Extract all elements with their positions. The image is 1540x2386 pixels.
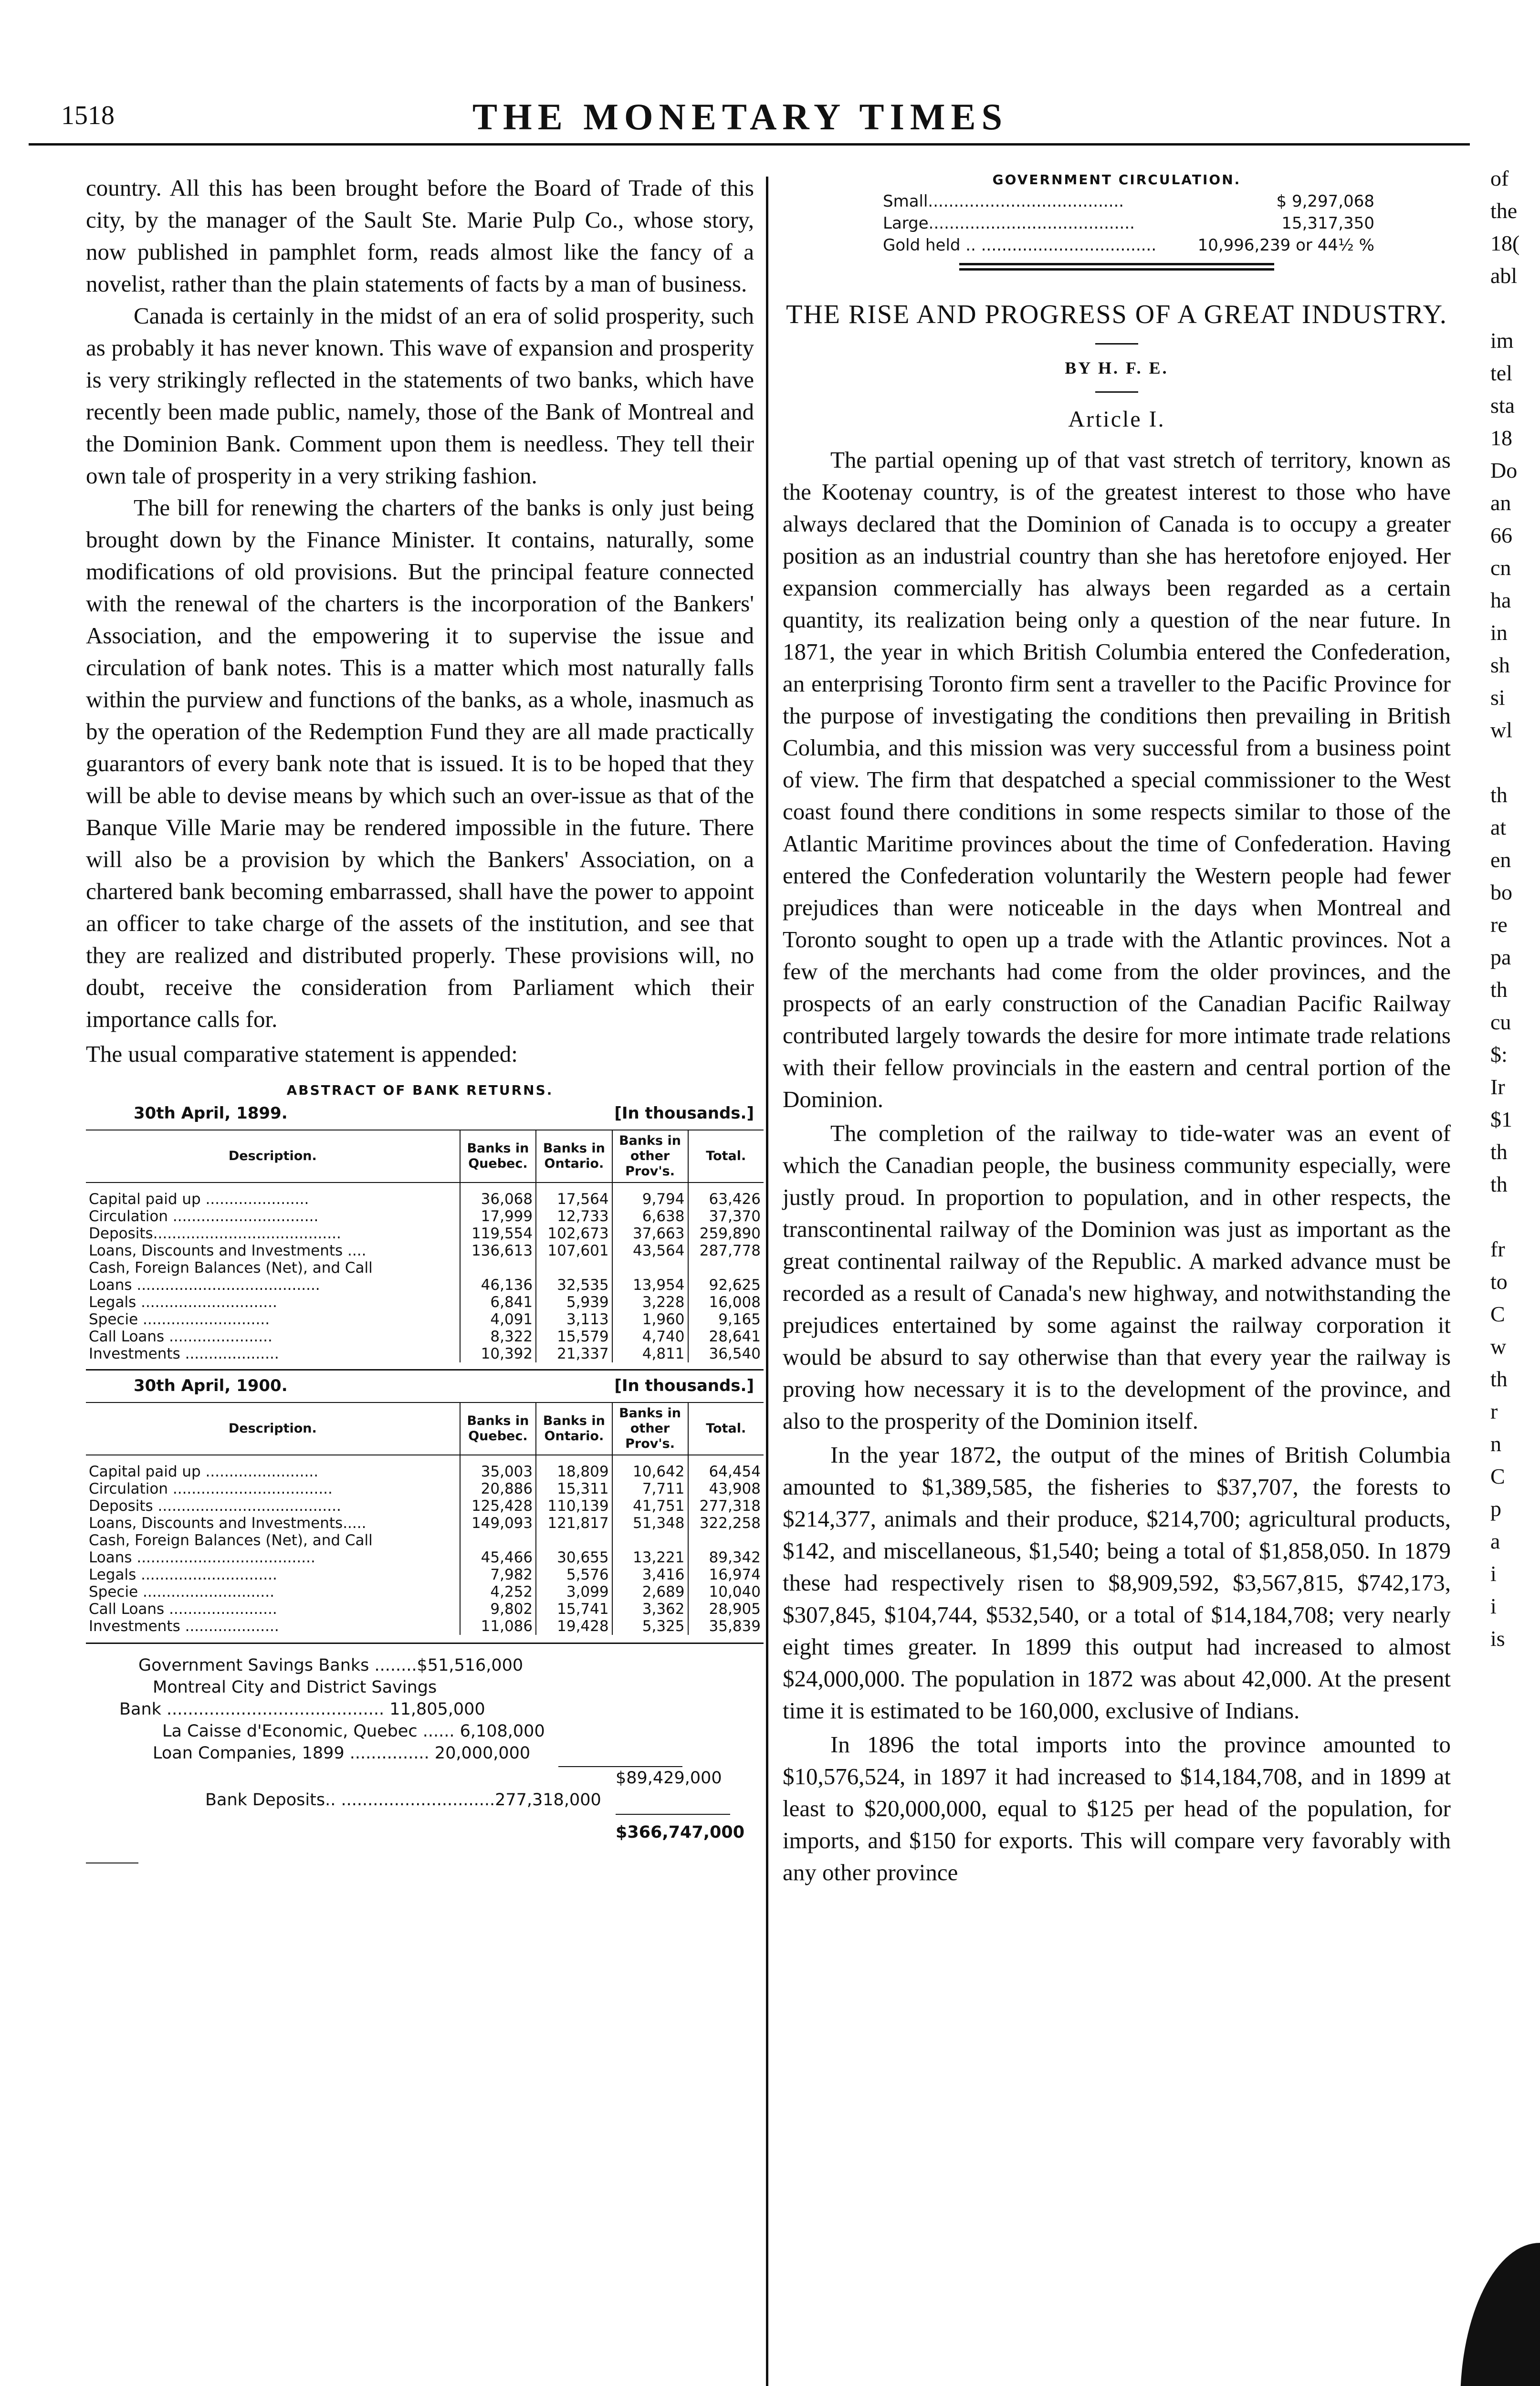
cell-value: 121,817 [536, 1515, 612, 1532]
margin-fragment: 18( [1490, 231, 1520, 255]
margin-fragment: n [1490, 1432, 1501, 1456]
cell-value: 46,136 [460, 1277, 536, 1294]
total-rule [616, 1814, 730, 1815]
cell-value: 51,348 [612, 1515, 688, 1532]
fragment-list [1487, 0, 1540, 1655]
cell-value: 3,416 [612, 1566, 688, 1583]
article-body [783, 444, 1451, 1888]
loan-companies-line: Loan Companies, 1899 ............... 20,000,000 [153, 1744, 531, 1763]
row-label: Investments .................... [89, 1345, 279, 1362]
margin-fragment: cu [1490, 1010, 1511, 1034]
col-header: Banks in Quebec. [460, 1402, 536, 1455]
margin-fragment [1490, 746, 1540, 779]
margin-fragment: si [1490, 685, 1505, 710]
cell-value: 149,093 [460, 1515, 536, 1532]
montreal-savings-line-2: Bank ......................................... 11,805,000 [119, 1700, 485, 1719]
cell-value: 36,068 [460, 1183, 536, 1208]
cell-value: 4,091 [460, 1311, 536, 1328]
row-label: Loans, Discounts and Investments..... [89, 1515, 367, 1532]
table-row [86, 1618, 764, 1635]
margin-fragment: th [1490, 783, 1508, 807]
margin-fragment: in [1490, 620, 1508, 645]
margin-fragment: 18 [1490, 426, 1512, 450]
table-row [86, 1583, 764, 1601]
margin-fragment: at [1490, 815, 1507, 839]
table-2-date: 30th April, 1900. [134, 1376, 288, 1395]
paragraph: country. All this has been brought before the Board of Trade of this city, by the manager of the Sault Ste. Marie Pulp Co., whose story, now published in pamphlet form, reads almost like the fancy of a novelist, rather than the plain statements of facts by a man of business. [86, 175, 754, 297]
cell-value: 63,426 [688, 1183, 764, 1208]
cell-value: 37,663 [612, 1225, 688, 1242]
cell-value: 10,642 [612, 1455, 688, 1480]
table-row [86, 1259, 764, 1277]
paragraph: In 1896 the total imports into the province amounted to $10,576,524, in 1897 it had increased to $14,184,708, and in 1899 at least to $20,000,000, equal to $125 per head of the population, for imports, and $150 for exports. This will compare very favorably with any other province [783, 1731, 1451, 1885]
margin-fragment: bo [1490, 880, 1512, 904]
gov-row-large [883, 212, 1374, 234]
table-row [86, 1208, 764, 1225]
margin-fragment: i [1490, 1594, 1497, 1618]
cell-value [460, 1532, 536, 1549]
table-row [86, 1566, 764, 1583]
row-label: Circulation .................................. [89, 1480, 333, 1497]
col-header: Banks in Ontario. [536, 1402, 612, 1455]
table-row [86, 1294, 764, 1311]
cell-value: 10,040 [688, 1583, 764, 1601]
cell-value: 5,939 [536, 1294, 612, 1311]
table-divider [86, 1369, 764, 1371]
cell-value: 28,641 [688, 1328, 764, 1345]
bank-deposits-line: Bank Deposits.. .............................277,318,000 [205, 1790, 601, 1810]
adjacent-page-fragment [1487, 0, 1540, 2386]
table-row [86, 1311, 764, 1328]
margin-fragment: re [1490, 912, 1508, 937]
cell-value: 18,809 [536, 1455, 612, 1480]
cell-value: 13,221 [612, 1549, 688, 1566]
margin-fragment: to [1490, 1269, 1508, 1294]
row-label: Legals ............................. [89, 1566, 277, 1583]
row-label: Call Loans ...................... [89, 1328, 272, 1345]
margin-fragment: wl [1490, 718, 1512, 742]
col-header: Banks in other Prov's. [612, 1402, 688, 1455]
margin-fragment: cn [1490, 555, 1511, 580]
cell-value [688, 1532, 764, 1549]
cell-value: 89,342 [688, 1549, 764, 1566]
cell-value: 1,960 [612, 1311, 688, 1328]
table-1-header [134, 1104, 754, 1123]
table-body [86, 1455, 764, 1635]
cell-value: 35,003 [460, 1455, 536, 1480]
value: $ 9,297,068 [1276, 192, 1374, 211]
cell-value: 21,337 [536, 1345, 612, 1362]
paragraph: The partial opening up of that vast stretch of territory, known as the Kootenay country, is of the greatest interest to those who have always declared that the Dominion of Canada is to occupy a greater position as an industrial country than she has heretofore enjoyed. Her expansion commercially has always been regarded as a certain quantity, its realization being only a question of the near future. In 1871, the year in which British Columbia entered the Confederation, an enterprising Toronto firm sent a traveller to the Pacific Province for the purpose of investigating the conditions then prevailing in British Columbia, and this mission was very successful from a business point of view. The firm that despatched a special commissioner to the West coast found there conditions in some respects similar to those of the Atlantic Maritime provinces about the time of Confederation. Having entered the Confederation voluntarily the Western people had fewer prejudices than were noticeable in the days when Montreal and Toronto sought to open up a trade with the Atlantic provinces. Not a few of the merchants had come from the older provinces, and the prospects of an early construction of the Canadian Pacific Railway contributed largely towards the desire for more intimate trade relations with their fellow provincials in the eastern and central portion of the Dominion. [783, 447, 1451, 1112]
cell-value: 45,466 [460, 1549, 536, 1566]
cell-value: 30,655 [536, 1549, 612, 1566]
margin-fragment: an [1490, 491, 1511, 515]
cell-value: 322,258 [688, 1515, 764, 1532]
label: Large........................................ [883, 214, 1135, 233]
margin-fragment: th [1490, 1172, 1508, 1196]
cell-value: 37,370 [688, 1208, 764, 1225]
table-row [86, 1225, 764, 1242]
bank-returns-table-1899 [86, 1130, 764, 1362]
col-header: Description. [86, 1130, 460, 1183]
cell-value: 3,099 [536, 1583, 612, 1601]
row-label: Cash, Foreign Balances (Net), and Call [89, 1532, 373, 1549]
cell-value: 12,733 [536, 1208, 612, 1225]
row-label: Loans ...................................... [89, 1549, 315, 1566]
cell-value: 3,113 [536, 1311, 612, 1328]
table-body [86, 1183, 764, 1362]
margin-fragment: 66 [1490, 523, 1512, 547]
cell-value: 17,564 [536, 1183, 612, 1208]
margin-fragment: $1 [1490, 1107, 1512, 1131]
cell-value: 43,908 [688, 1480, 764, 1497]
cell-value: 17,999 [460, 1208, 536, 1225]
margin-fragment: en [1490, 848, 1511, 872]
row-label: Loans ....................................... [89, 1277, 320, 1294]
table-divider [86, 1643, 764, 1644]
cell-value: 2,689 [612, 1583, 688, 1601]
table-row [86, 1549, 764, 1566]
column-rule [766, 177, 768, 2386]
title-rule [1095, 343, 1138, 345]
cell-value: 36,540 [688, 1345, 764, 1362]
page-number: 1518 [61, 101, 115, 130]
gov-row-small [883, 190, 1374, 212]
article-title: THE RISE AND PROGRESS OF A GREAT INDUSTRY. [786, 300, 1447, 329]
row-label: Deposits........................................ [89, 1225, 341, 1242]
paragraph: The completion of the railway to tide-water was an event of which the Canadian people, the business community especially, were justly proud. In proportion to population, and in other respects, the transcontinental railway of the Dominion was just as important as the great continental railway of the Republic. A marked advance must be recorded as a result of Canada's new highway, and notwithstanding the prejudices entertained by some against the railway corporation it would be absurd to say otherwise than that every year the railway is proving how necessary it is to the development of the province, and also to the prosperity of the Dominion itself. [783, 1120, 1451, 1434]
byline-rule [1095, 391, 1138, 393]
right-column [783, 172, 1451, 1888]
table-row [86, 1532, 764, 1549]
cell-value: 7,711 [612, 1480, 688, 1497]
value: 10,996,239 or 44½ % [1197, 236, 1374, 255]
table-row [86, 1345, 764, 1362]
cell-value: 11,086 [460, 1618, 536, 1635]
cell-value: 107,601 [536, 1242, 612, 1259]
margin-fragment: a [1490, 1529, 1500, 1553]
subtotal: $89,429,000 [616, 1769, 722, 1788]
margin-fragment: th [1490, 977, 1508, 1002]
cell-value: 9,802 [460, 1601, 536, 1618]
gov-circulation [783, 190, 1451, 256]
table-row [86, 1515, 764, 1532]
cell-value: 5,576 [536, 1566, 612, 1583]
page-curl-shadow [1460, 2243, 1540, 2386]
col-header: Description. [86, 1402, 460, 1455]
cell-value [536, 1259, 612, 1277]
cell-value: 102,673 [536, 1225, 612, 1242]
paragraph: The bill for renewing the charters of the banks is only just being brought down by the Finance Minister. It contains, naturally, some modifications of old provisions. But the principal feature connected with the renewal of the charters is the incorporation of the Bankers' Association, and the empowering it to supervise the issue and circulation of bank notes. This is a matter which most naturally falls within the purview and functions of the banks, as a whole, inasmuch as by the operation of the Redemption Fund they are all made practically guarantors of every bank note that is issued. It is to be hoped that they will be able to devise means by which such an over-issue as that of the Banque Ville Marie may be rendered impossible in the future. There will also be a provision by which the Bankers' Association, on a chartered bank becoming embarrassed, shall have the power to appoint an officer to take charge of the assets of the institution, and see that they are realized and distributed properly. These provisions will, no doubt, receive the consideration from Parliament which their importance calls for. [86, 494, 754, 1032]
bank-returns-table-1900 [86, 1402, 764, 1635]
col-header: Banks in Quebec. [460, 1130, 536, 1183]
row-label: Specie ............................ [89, 1583, 274, 1601]
cell-value: 119,554 [460, 1225, 536, 1242]
cell-value: 3,228 [612, 1294, 688, 1311]
cell-value [536, 1532, 612, 1549]
cell-value: 41,751 [612, 1497, 688, 1515]
margin-fragment: tel [1490, 361, 1512, 385]
margin-fragment: $: [1490, 1042, 1508, 1067]
label: Small...................................... [883, 192, 1124, 211]
col-header: Total. [688, 1130, 764, 1183]
margin-fragment: pa [1490, 945, 1511, 969]
paragraph: In the year 1872, the output of the mines of British Columbia amounted to $1,389,585, the fisheries to $37,707, the forests to $214,377, animals and their produce, $214,700; agricultural products, $142, and miscellaneous, $1,540; being a total of $1,858,050. In 1879 these had respectively risen to $8,909,592, $3,567,815, $742,173, $307,845, $104,744, $532,540, or a total of $14,184,708; very nearly eight times greater. In 1899 this output had increased to almost $24,000,000. The population in 1872 was about 42,000. At the present time it is estimated to be 160,000, exclusive of Indians. [783, 1442, 1451, 1724]
gov-circulation-title: GOVERNMENT CIRCULATION. [992, 172, 1241, 188]
margin-fragment: is [1490, 1626, 1505, 1651]
cell-value [612, 1259, 688, 1277]
cell-value: 28,905 [688, 1601, 764, 1618]
cell-value: 16,974 [688, 1566, 764, 1583]
margin-fragment: of [1490, 166, 1509, 190]
montreal-savings-line: Montreal City and District Savings [153, 1678, 437, 1697]
cell-value: 9,794 [612, 1183, 688, 1208]
row-label: Specie ........................... [89, 1311, 270, 1328]
grand-total: $366,747,000 [616, 1823, 745, 1842]
cell-value: 5,325 [612, 1618, 688, 1635]
header-rule [29, 143, 1470, 146]
margin-fragment: th [1490, 1367, 1508, 1391]
table-row [86, 1328, 764, 1345]
cell-value [688, 1259, 764, 1277]
col-header: Banks in other Prov's. [612, 1130, 688, 1183]
cell-value: 15,311 [536, 1480, 612, 1497]
margin-fragment: i [1490, 1561, 1497, 1586]
margin-fragment: ha [1490, 588, 1511, 612]
double-rule [959, 263, 1274, 271]
abstract-title: ABSTRACT OF BANK RETURNS. [286, 1082, 554, 1098]
row-label: Call Loans ....................... [89, 1601, 277, 1618]
cell-value: 35,839 [688, 1618, 764, 1635]
cell-value: 4,252 [460, 1583, 536, 1601]
label: Gold held .. .................................. [883, 236, 1157, 255]
table-row [86, 1480, 764, 1497]
gov-savings-line: Government Savings Banks ........$51,516,000 [138, 1656, 524, 1675]
savings-summary [119, 1654, 754, 1863]
left-column [86, 172, 761, 1863]
margin-fragment: Ir [1490, 1075, 1505, 1099]
byline: BY H. F. E. [1065, 358, 1169, 377]
cell-value: 259,890 [688, 1225, 764, 1242]
cell-value: 136,613 [460, 1242, 536, 1259]
table-row [86, 1242, 764, 1259]
article-number: Article I. [1068, 407, 1165, 432]
cell-value: 3,362 [612, 1601, 688, 1618]
cell-value: 15,741 [536, 1601, 612, 1618]
cell-value: 32,535 [536, 1277, 612, 1294]
margin-fragment [1490, 1201, 1540, 1233]
cell-value: 92,625 [688, 1277, 764, 1294]
row-label: Cash, Foreign Balances (Net), and Call [89, 1259, 373, 1277]
cell-value: 7,982 [460, 1566, 536, 1583]
row-label: Capital paid up ........................ [89, 1463, 319, 1480]
table-2-header [134, 1376, 754, 1395]
paragraph: Canada is certainly in the midst of an era of solid prosperity, such as probably it has never known. This wave of expansion and prosperity is very strikingly reflected in the statements of two banks, which have recently been made public, namely, those of the Bank of Montreal and the Dominion Bank. Comment upon them is needless. They tell their own tale of prosperity in a very striking fashion. [86, 303, 754, 489]
table-1-date: 30th April, 1899. [134, 1104, 288, 1123]
margin-fragment: p [1490, 1496, 1501, 1521]
table-1-units: [In thousands.] [614, 1104, 754, 1123]
margin-fragment: the [1490, 199, 1518, 223]
margin-fragment: C [1490, 1464, 1505, 1488]
cell-value [460, 1259, 536, 1277]
cell-value [612, 1532, 688, 1549]
margin-fragment: abl [1490, 263, 1518, 288]
margin-fragment: th [1490, 1140, 1508, 1164]
cell-value: 4,740 [612, 1328, 688, 1345]
cell-value: 10,392 [460, 1345, 536, 1362]
col-header: Banks in Ontario. [536, 1130, 612, 1183]
row-label: Legals ............................. [89, 1294, 277, 1311]
cell-value: 125,428 [460, 1497, 536, 1515]
cell-value: 19,428 [536, 1618, 612, 1635]
table-row [86, 1497, 764, 1515]
cell-value: 13,954 [612, 1277, 688, 1294]
table-row [86, 1183, 764, 1208]
margin-fragment: r [1490, 1399, 1498, 1423]
table-row [86, 1277, 764, 1294]
row-label: Investments .................... [89, 1618, 279, 1635]
value: 15,317,350 [1281, 214, 1374, 233]
cell-value: 43,564 [612, 1242, 688, 1259]
gov-row-gold [883, 234, 1374, 256]
margin-fragment: w [1490, 1334, 1507, 1359]
row-label: Circulation ............................... [89, 1208, 319, 1225]
margin-fragment: fr [1490, 1237, 1505, 1261]
cell-value: 16,008 [688, 1294, 764, 1311]
margin-fragment: sta [1490, 393, 1515, 418]
cell-value: 9,165 [688, 1311, 764, 1328]
cell-value: 110,139 [536, 1497, 612, 1515]
margin-fragment: sh [1490, 653, 1510, 677]
margin-fragment: im [1490, 328, 1514, 353]
caisse-line: La Caisse d'Economic, Quebec ...... 6,108,000 [162, 1722, 545, 1741]
publication-title: THE MONETARY TIMES [472, 96, 1008, 137]
cell-value: 277,318 [688, 1497, 764, 1515]
paragraph: The usual comparative statement is appended: [86, 1041, 518, 1067]
margin-fragment: Do [1490, 458, 1518, 482]
table-2-units: [In thousands.] [614, 1376, 754, 1395]
col-header: Total. [688, 1402, 764, 1455]
cell-value: 15,579 [536, 1328, 612, 1345]
row-label: Deposits ....................................... [89, 1497, 341, 1515]
cell-value: 20,886 [460, 1480, 536, 1497]
row-label: Loans, Discounts and Investments .... [89, 1242, 367, 1259]
table-row [86, 1455, 764, 1480]
cell-value: 8,322 [460, 1328, 536, 1345]
margin-fragment: C [1490, 1302, 1505, 1326]
row-label: Capital paid up ...................... [89, 1191, 309, 1208]
cell-value: 4,811 [612, 1345, 688, 1362]
cell-value: 287,778 [688, 1242, 764, 1259]
cell-value: 6,638 [612, 1208, 688, 1225]
margin-fragment [1490, 292, 1540, 324]
cell-value: 6,841 [460, 1294, 536, 1311]
cell-value: 64,454 [688, 1455, 764, 1480]
table-row [86, 1601, 764, 1618]
